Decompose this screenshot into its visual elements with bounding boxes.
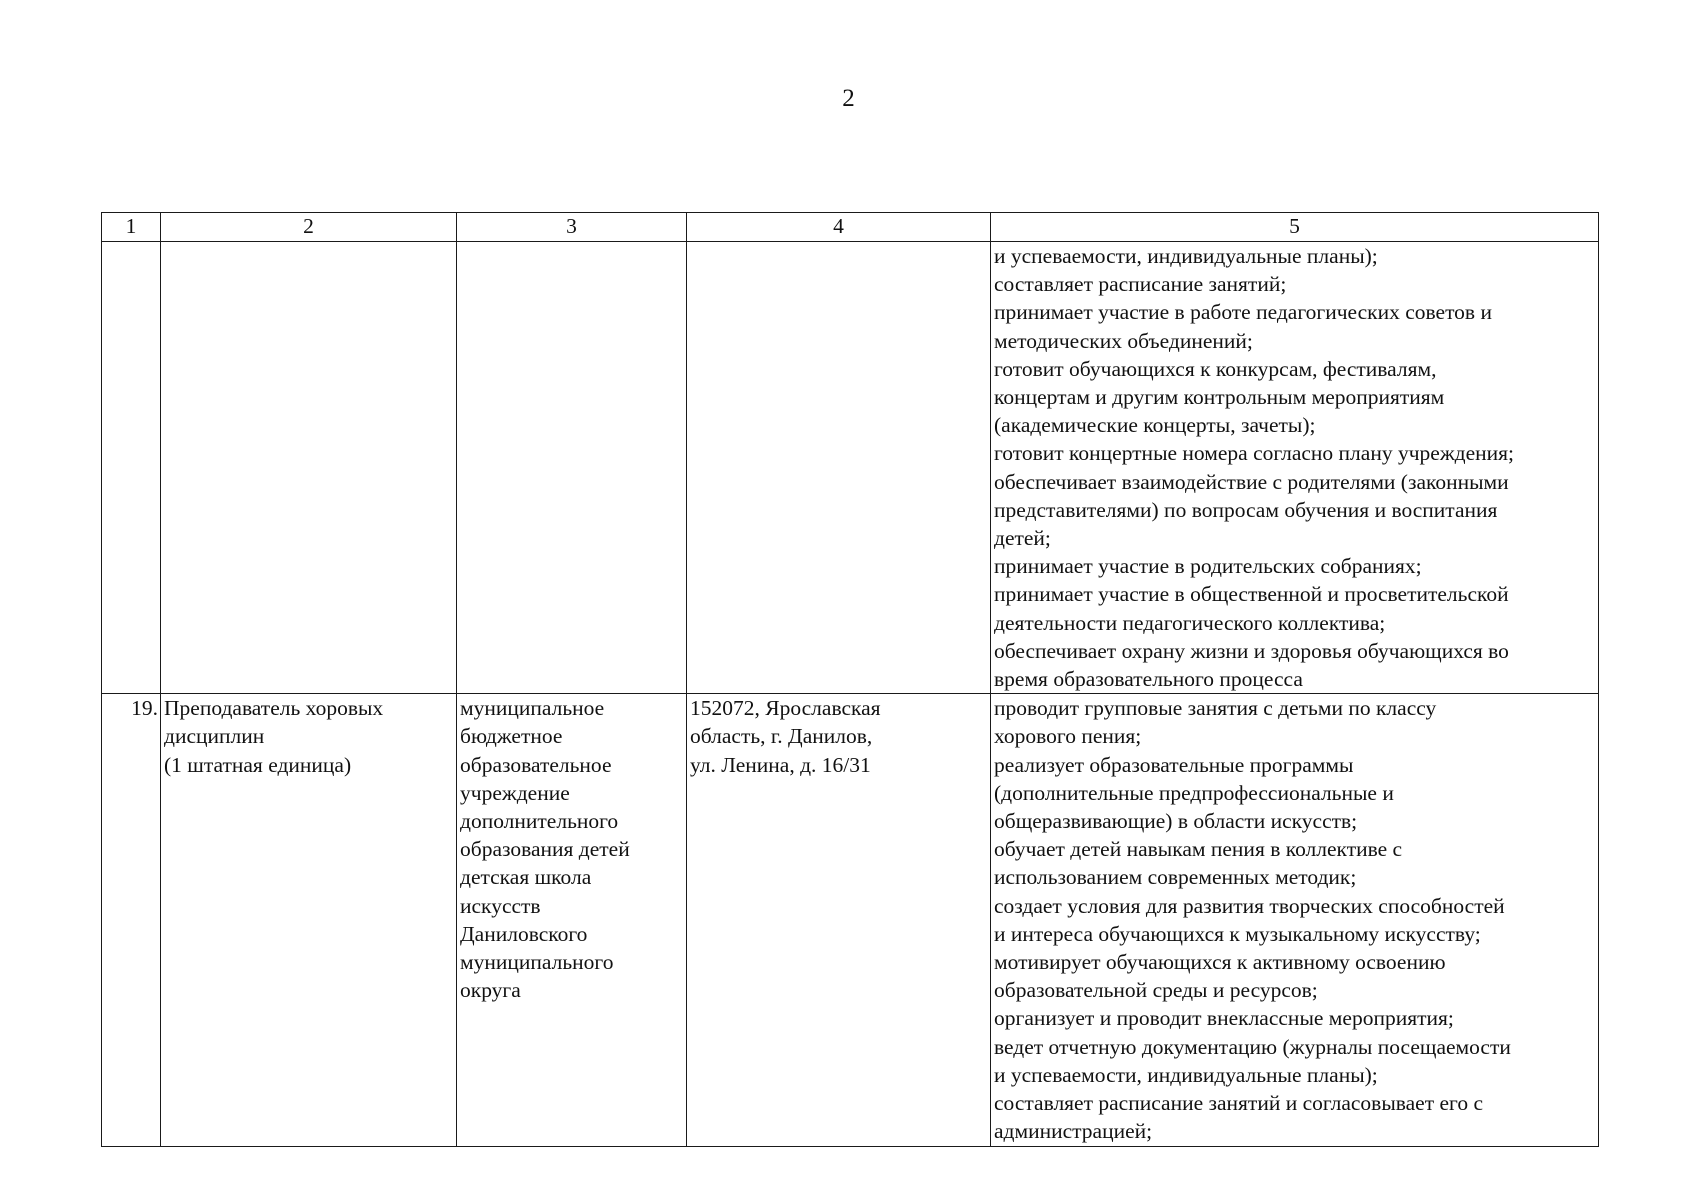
text-line: и успеваемости, индивидуальные планы); (994, 1062, 1378, 1087)
text-line: принимает участие в работе педагогических советов и (994, 300, 1492, 325)
text-line: образования детей (460, 837, 630, 862)
address-cell (687, 242, 991, 694)
text-line: принимает участие в общественной и просветительской (994, 582, 1509, 607)
text-line: организует и проводит внеклассные мероприятия; (994, 1006, 1454, 1031)
text-line: использованием современных методик; (994, 865, 1357, 890)
text-line: реализует образовательные программы (994, 752, 1354, 777)
duties-cell (991, 694, 1599, 1146)
text-line: детская школа (460, 865, 592, 890)
text-line: составляет расписание занятий и согласовывает его с (994, 1091, 1483, 1116)
text-line: мотивирует обучающихся к активному освоению (994, 950, 1446, 975)
text-line: образовательной среды и ресурсов; (994, 978, 1318, 1003)
text-line: дополнительного (460, 809, 619, 834)
table-row (102, 694, 1599, 1146)
text-line: детей; (994, 526, 1051, 551)
text-line: методических объединений; (994, 328, 1253, 353)
text-line: образовательное (460, 752, 612, 777)
text-line: (1 штатная единица) (164, 752, 352, 777)
text-line: 152072, Ярославская (690, 696, 881, 721)
position-cell (161, 694, 457, 1146)
text-line: создает условия для развития творческих способностей (994, 893, 1505, 918)
institution-cell (457, 694, 687, 1146)
position-cell (161, 242, 457, 694)
row-number-cell (102, 242, 161, 694)
text-line: Даниловского (460, 921, 588, 946)
institution-cell (457, 242, 687, 694)
text-line: деятельности педагогического коллектива; (994, 610, 1386, 635)
text-line: учреждение (460, 780, 570, 805)
text-line: и интереса обучающихся к музыкальному искусству; (994, 921, 1481, 946)
text-line: составляет расписание занятий; (994, 272, 1287, 297)
text-line: ведет отчетную документацию (журналы посещаемости (994, 1034, 1511, 1059)
text-line: округа (460, 978, 521, 1003)
staff-vacancy-table (101, 212, 1599, 1147)
text-line: готовит обучающихся к конкурсам, фестивалям, (994, 356, 1437, 381)
text-line: общеразвивающие) в области искусств; (994, 809, 1358, 834)
table-header-row (102, 213, 1599, 242)
page-number: 2 (842, 85, 855, 112)
text-line: обеспечивает взаимодействие с родителями (законными (994, 469, 1509, 494)
text-line: обеспечивает охрану жизни и здоровья обучающихся во (994, 638, 1509, 663)
column-header: 1 (102, 213, 161, 242)
column-header: 2 (161, 213, 457, 242)
text-line: дисциплин (164, 724, 265, 749)
text-line: хорового пения; (994, 724, 1142, 749)
text-line: и успеваемости, индивидуальные планы); (994, 244, 1378, 268)
text-line: искусств (460, 893, 541, 918)
text-line: ул. Ленина, д. 16/31 (690, 752, 871, 777)
text-line: область, г. Данилов, (690, 724, 873, 749)
duties-cell (991, 242, 1599, 694)
text-line: представителями) по вопросам обучения и воспитания (994, 497, 1498, 522)
address-cell (687, 694, 991, 1146)
row-number-cell: 19. (102, 694, 161, 1146)
text-line: (дополнительные предпрофессиональные и (994, 780, 1394, 805)
text-line: время образовательного процесса (994, 667, 1303, 692)
column-header: 5 (991, 213, 1599, 242)
text-line: проводит групповые занятия с детьми по классу (994, 696, 1437, 721)
text-line: Преподаватель хоровых (164, 696, 384, 721)
text-line: муниципальное (460, 696, 605, 721)
text-line: обучает детей навыкам пения в коллективе с (994, 837, 1403, 862)
column-header: 3 (457, 213, 687, 242)
text-line: бюджетное (460, 724, 563, 749)
table-row (102, 242, 1599, 694)
text-line: концертам и другим контрольным мероприятиям (994, 385, 1445, 410)
column-header: 4 (687, 213, 991, 242)
text-line: готовит концертные номера согласно плану учреждения; (994, 441, 1515, 466)
text-line: принимает участие в родительских собраниях; (994, 554, 1422, 579)
text-line: муниципального (460, 950, 614, 975)
text-line: администрацией; (994, 1119, 1153, 1144)
text-line: (академические концерты, зачеты); (994, 413, 1316, 438)
